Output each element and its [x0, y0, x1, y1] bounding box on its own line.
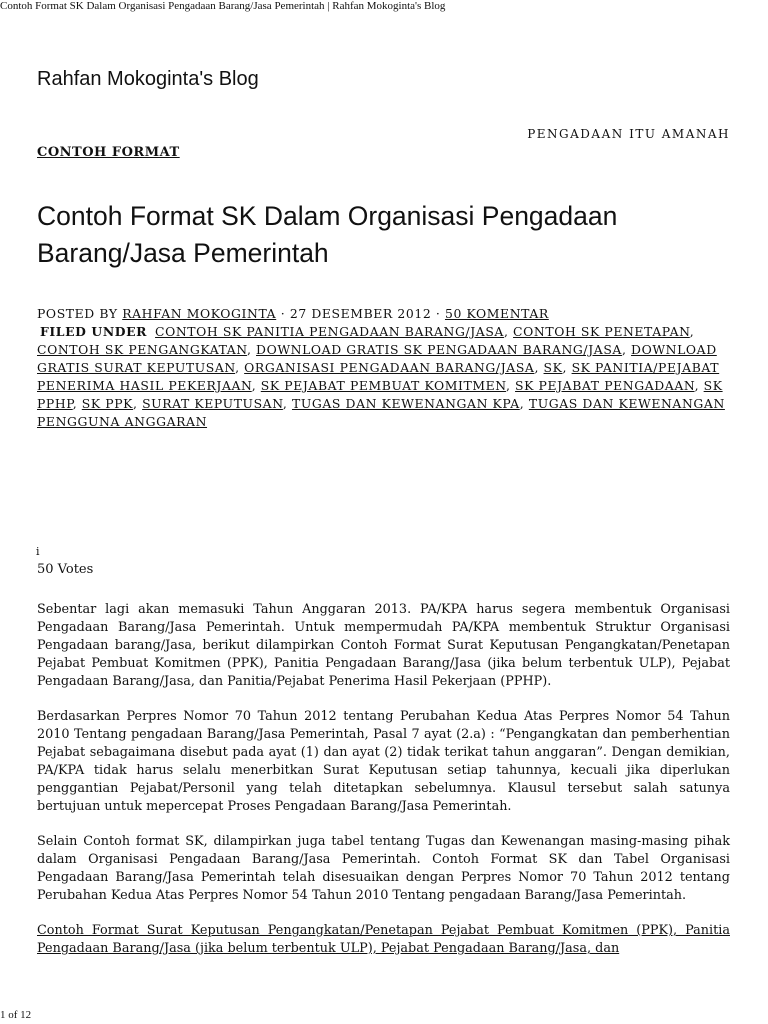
post-date: 27 DESEMBER 2012	[289, 306, 432, 321]
tag-link[interactable]: SK PEJABAT PEMBUAT KOMITMEN	[260, 378, 506, 393]
category-link[interactable]: CONTOH FORMAT	[37, 145, 180, 160]
tag-link[interactable]: CONTOH SK PENGANGKATAN	[37, 342, 247, 357]
site-title[interactable]: Rahfan Mokoginta's Blog	[37, 68, 259, 90]
votes-count: 50 Votes	[37, 562, 94, 577]
meta-separator: ·	[435, 306, 441, 321]
body-paragraph: Berdasarkan Perpres Nomor 70 Tahun 2012 tentang Perubahan Kedua Atas Perpres Nomor 54 Tahun 2010 Tentang pengadaan Barang/Jasa Pemerintah, Pasal 7 ayat (2.a) : “Pengangkatan dan pemberhentian Pejabat sebagaimana disebut pada ayat (1) dan ayat (2) tidak terikat tahun anggaran”. Dengan demikian, PA/KPA tidak harus selalu menerbitkan Surat Keputusan setiap tahunnya, kecuali jika diperlukan penggantian Pejabat/Personil yang telah ditetapkan sebelumnya. Klausul tersebut salah satunya bertujuan untuk mepercepat Proses Pengadaan Barang/Jasa Pemerintah.	[37, 709, 730, 814]
tag-link[interactable]: TUGAS DAN KEWENANGAN KPA	[291, 396, 520, 411]
tag-link[interactable]: SK PEJABAT PENGADAAN	[515, 378, 695, 393]
site-tagline: PENGADAAN ITU AMANAH	[527, 127, 730, 141]
tag-link[interactable]: SK	[543, 360, 563, 375]
tag-link[interactable]: DOWNLOAD GRATIS SURAT KEPUTUSAN	[37, 342, 717, 375]
body-paragraph: Selain Contoh format SK, dilampirkan juga tabel tentang Tugas dan Kewenangan masing-masing pihak dalam Organisasi Pengadaan Barang/Jasa Pemerintah. Contoh Format SK dan Tabel Organisasi Pengadaan Barang/Jasa Pemerintah telah disesuaikan dengan Perpres Nomor 70 Tahun 2012 tentang Perubahan Kedua Atas Perpres Nomor 54 Tahun 2010 Tentang pengadaan Barang/Jasa Pemerintah.	[37, 834, 730, 903]
post-title: Contoh Format SK Dalam Organisasi Pengadaan Barang/Jasa Pemerintah	[37, 201, 618, 268]
tag-link[interactable]: CONTOH SK PANITIA PENGADAAN BARANG/JASA	[155, 324, 504, 339]
tag-list: CONTOH SK PANITIA PENGADAAN BARANG/JASA, CONTOH SK PENETAPAN, CONTOH SK PENGANGKATAN, DOWNLOAD GRATIS SK PENGADAAN BARANG/JASA, DOWNLOAD GRATIS SURAT KEPUTUSAN, ORGANISASI PENGADAAN BARANG/JASA, SK, SK PANITIA/PEJABAT PENERIMA HASIL PEKERJAAN, SK PEJABAT PEMBUAT KOMITMEN, SK PEJABAT PENGADAAN, SK PPHP, SK PPK, SURAT KEPUTUSAN, TUGAS DAN KEWENANGAN KPA, TUGAS DAN KEWENANGAN PENGGUNA ANGGARAN	[37, 324, 725, 429]
post-body	[37, 601, 730, 975]
download-link[interactable]: Contoh Format Surat Keputusan Pengangkatan/Penetapan Pejabat Pembuat Komitmen (PPK), Panitia Pengadaan Barang/Jasa (jika belum terbentuk ULP), Pejabat Pengadaan Barang/Jasa, dan	[37, 923, 730, 956]
tag-link[interactable]: ORGANISASI PENGADAAN BARANG/JASA	[244, 360, 535, 375]
tag-link[interactable]: SK PPK	[81, 396, 134, 411]
browser-page-title: Contoh Format SK Dalam Organisasi Pengadaan Barang/Jasa Pemerintah | Rahfan Mokoginta's Blog	[0, 0, 446, 12]
tag-link[interactable]: DOWNLOAD GRATIS SK PENGADAAN BARANG/JASA	[256, 342, 622, 357]
author-link[interactable]: RAHFAN MOKOGINTA	[122, 306, 277, 321]
tag-link[interactable]: TUGAS DAN KEWENANGAN PENGGUNA ANGGARAN	[37, 396, 725, 429]
rating-info-icon: i	[36, 545, 40, 558]
filed-under-label: FILED UNDER	[40, 324, 148, 339]
page-indicator: 1 of 12	[0, 1009, 32, 1021]
body-paragraph: Sebentar lagi akan memasuki Tahun Anggaran 2013. PA/KPA harus segera membentuk Organisasi Pengadaan Barang/Jasa Pemerintah. Untuk mempermudah PA/KPA membentuk Struktur Organisasi Pengadaan barang/Jasa, berikut dilampirkan Contoh Format Surat Keputusan Pengangkatan/Penetapan Pejabat Pembuat Komitmen (PPK), Panitia Pengadaan Barang/Jasa (jika belum terbentuk ULP), Pejabat Pengadaan Barang/Jasa, dan Panitia/Pejabat Penerima Hasil Pekerjaan (PPHP).	[37, 602, 730, 689]
post-meta	[37, 305, 731, 431]
meta-separator: ·	[280, 306, 286, 321]
tag-link[interactable]: CONTOH SK PENETAPAN	[513, 324, 690, 339]
tag-link[interactable]: SK PPHP	[37, 378, 723, 411]
tag-link[interactable]: SK PANITIA/PEJABAT PENERIMA HASIL PEKERJAAN	[37, 360, 720, 393]
download-paragraph	[37, 922, 730, 958]
comments-link[interactable]: 50 KOMENTAR	[444, 306, 549, 321]
posted-by-label: POSTED BY	[37, 306, 118, 321]
tag-link[interactable]: SURAT KEPUTUSAN	[142, 396, 283, 411]
